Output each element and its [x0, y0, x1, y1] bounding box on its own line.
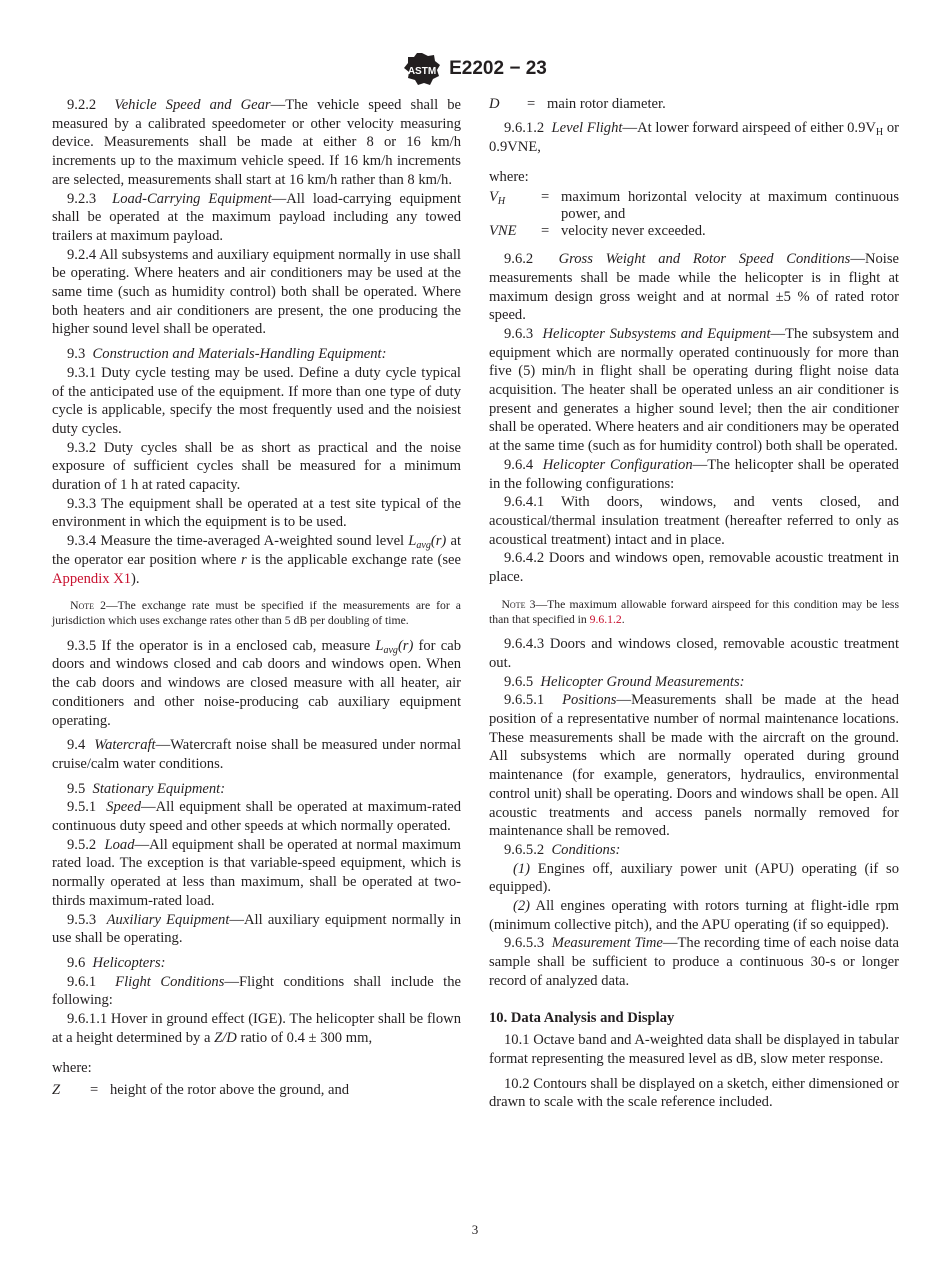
definition-row: Z = height of the rotor above the ground, and [52, 1082, 350, 1099]
para-9-5-1: 9.5.1 Speed—All equipment shall be operated at maximum-rated continuous duty speed and other speeds at which normally operated. [52, 799, 461, 835]
para-9-6-1: 9.6.1 Flight Conditions—Flight conditions shall include the following: [52, 973, 461, 1009]
where-label-1: where: [52, 1060, 92, 1077]
para-9-4: 9.4 Watercraft—Watercraft noise shall be measured under normal cruise/calm water conditions. [52, 737, 462, 772]
definition-row: VNE = velocity never exceeded. [489, 223, 706, 240]
para-9-6-1-1: 9.6.1.1 Hover in ground effect (IGE). The helicopter shall be flown at a height determined by a Z/D ratio of 0.4 ± 300 mm, [52, 1011, 461, 1046]
definition-row: $V_H$ = maximum horizontal velocity at maximum continuous power, and [489, 189, 899, 223]
appendix-x1-link[interactable]: Appendix X1 [52, 570, 132, 587]
para-9-3-3: 9.3.3 The equipment shall be operated at a test site typical of the environment in which the equipment is to be used. [52, 495, 461, 531]
left-column [52, 96, 461, 1099]
definition-row: D = main rotor diameter. [489, 96, 666, 112]
note-3: Note 3—The maximum allowable forward airspeed for this condition may be less than that specified in 9.6.1.2. [489, 597, 899, 626]
section-9-6-1-2-link[interactable]: 9.6.1.2 [589, 612, 622, 626]
para-9-6-5-1: 9.6.5.1 Positions—Measurements shall be made at the head position of a representative number of normal maintenance locations. These measurements shall be made with the aircraft on the ground. All subsystems which are normally operated during ground maintenance (for example, generators, hydraulics, environmental control unit) shall be operating. Doors and windows shall be open. All acoustic treatments and access panels normally removed for maintenance shall be removed. [489, 692, 899, 840]
para-9-3: 9.3 Construction and Materials-Handling Equipment: [67, 346, 387, 363]
para-9-6-1-2: 9.6.1.2 Level Flight—At lower forward airspeed of either $0.9V_H$ or 0.9VNE, [489, 120, 899, 155]
definitions-velocity [489, 189, 899, 240]
para-9-3-4: 9.3.4 Measure the time-averaged A-weighted sound level $L_{avg}(r)$ at the operator ear position where r is the applicable exchange rate (see Appendix X1). [52, 533, 461, 587]
para-9-6-4-3: 9.6.4.3 Doors and windows closed, removable acoustic treatment out. [489, 636, 899, 671]
para-9-3-1: 9.3.1 Duty cycle testing may be used. Define a duty cycle typical of the anticipated use of the equipment. If more than one type of duty cycle is applicable, specify the most frequently used and the noisiest duty cycles. [52, 364, 461, 437]
para-9-6-3: 9.6.3 Helicopter Subsystems and Equipment—The subsystem and equipment which are normally operated continuously for more than five (5) min/h in flight shall be operating during flight noise data acquisition. The heater shall be operated unless an air conditioner is present and generates a higher sound level; then the air conditioner shall be operated. Where heaters and air conditioners may be operated at the same time (such as for humidity control) both shall be operated. [489, 325, 900, 455]
condition-2: (2) All engines operating with rotors turning at flight-idle rpm (minimum collective pitch), and the APU operating (if so equipped). [489, 898, 899, 933]
note-2: Note 2—The exchange rate must be specified if the measurements are for a jurisdiction which uses exchange rates other than 5 dB per doubling of time. [52, 599, 461, 628]
para-9-5-3: 9.5.3 Auxiliary Equipment—All auxiliary equipment normally in use shall be operating. [52, 911, 461, 947]
para-9-3-5: 9.3.5 If the operator is in a enclosed cab, measure $L_{avg}(r)$ for cab doors and windows closed and cab doors and windows open. When the cab doors and windows are closed measure with all heater, air conditioners and other noise-producing cab auxiliary equipment operating. [52, 637, 461, 729]
para-9-6-5-3: 9.6.5.3 Measurement Time—The recording time of each noise data sample shall be sufficient to produce a continuous 30-s or longer record of analyzed data. [489, 935, 900, 989]
para-9-6-4-1: 9.6.4.1 With doors, windows, and vents closed, and acoustical/thermal insulation treatment (hereafter referred to only as acoustical treatment) intact and in place. [489, 494, 899, 548]
page-header [0, 52, 950, 86]
para-9-6-4: 9.6.4 Helicopter Configuration—The helicopter shall be operated in the following configurations: [489, 456, 899, 492]
para-9-6-5: 9.6.5 Helicopter Ground Measurements: [504, 673, 745, 690]
page-number: 3 [471, 1222, 479, 1237]
para-9-6-5-2: 9.6.5.2 Conditions: [504, 841, 621, 858]
condition-1: (1) Engines off, auxiliary power unit (APU) operating (if so equipped). [489, 860, 899, 896]
logo-text: ASTM [407, 66, 437, 77]
astm-logo-icon [403, 52, 441, 86]
section-10-heading: 10. Data Analysis and Display [489, 1009, 675, 1026]
para-10-1: 10.1 Octave band and A-weighted data shall be displayed in tabular format representing the measured level as dB, slow meter response. [489, 1032, 899, 1067]
para-9-6-4-2: 9.6.4.2 Doors and windows open, removable acoustic treatment in place. [489, 550, 899, 586]
para-9-5: 9.5 Stationary Equipment: [67, 780, 226, 797]
right-column [489, 96, 899, 1112]
definitions-z [52, 1082, 461, 1099]
para-9-2-3: 9.2.3 Load-Carrying Equipment—All load-carrying equipment shall be operated at the maximum payload including any towed trailers at maximum payload. [52, 190, 462, 244]
para-9-2-2: 9.2.2 Vehicle Speed and Gear—The vehicle speed shall be measured by a calibrated speedometer or other velocity measuring device. Measurements shall be made at either 8 or 16 km/h increments up to the maximum vehicle speed. If 16 km/h increments are selected, measurements shall start at 16 km/h rather than 8 km/h. [52, 97, 462, 188]
where-label-2: where: [489, 169, 529, 186]
para-9-5-2: 9.5.2 Load—All equipment shall be operated at normal maximum rated load. The exception is that variable-speed equipment, which is normally operated at less than maximum, shall be operated at two-thirds maximum-rated load. [52, 836, 461, 909]
definitions-d [489, 96, 899, 113]
para-9-3-2: 9.3.2 Duty cycles shall be as short as practical and the noise exposure of sufficient cycles shall be measured for a minimum duration of 1 h at rated capacity. [52, 439, 461, 494]
para-9-6: 9.6 Helicopters: [67, 954, 166, 971]
para-9-2-4: 9.2.4 All subsystems and auxiliary equipment normally in use shall be operating. Where heaters and air conditioners may be used at the same time (such as humidity control) both shall be operated. Where both heaters and air conditioners are present, the one producing the higher sound level shall be operated. [52, 246, 461, 338]
designation: E2202 − 23 [449, 58, 547, 79]
para-10-2: 10.2 Contours shall be displayed on a sketch, either dimensioned or drawn to scale with the scale reference included. [489, 1075, 899, 1111]
para-9-6-2: 9.6.2 Gross Weight and Rotor Speed Conditions—Noise measurements shall be made while the helicopter is in flight at maximum design gross weight and at normal ±5 % of rated rotor speed. [489, 251, 899, 324]
